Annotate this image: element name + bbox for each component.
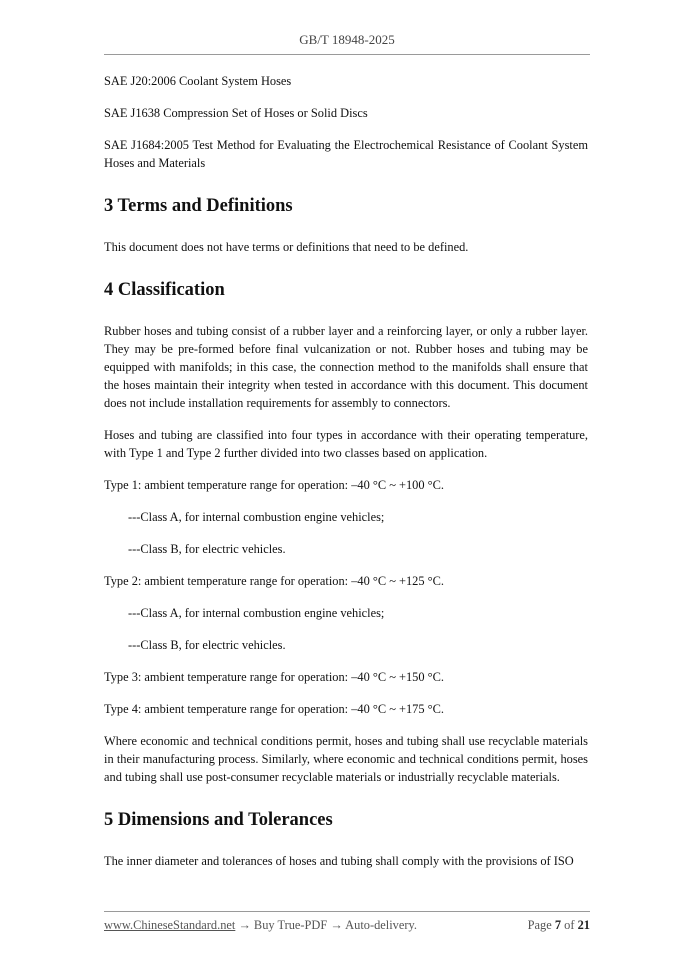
type-1-class-a: ---Class A, for internal combustion engine vehicles; bbox=[128, 510, 385, 524]
footer-divider bbox=[104, 911, 590, 912]
header-divider bbox=[104, 54, 590, 55]
section-heading-4: 4 Classification bbox=[104, 280, 225, 300]
type-3-line: Type 3: ambient temperature range for operation: –40 °C ~ +150 °C. bbox=[104, 670, 444, 684]
type-1-class-b: ---Class B, for electric vehicles. bbox=[128, 542, 286, 556]
type-2-class-b: ---Class B, for electric vehicles. bbox=[128, 638, 286, 652]
section-5-text: The inner diameter and tolerances of hoses and tubing shall comply with the provisions of ISO bbox=[104, 854, 574, 868]
classification-paragraph-3: Where economic and technical conditions permit, hoses and tubing shall use recyclable materials in their manufacturing process. Similarly, where economic and technical conditions permit, hoses and tubing shall use post-consumer recyclable materials or industrially recyclable materials. bbox=[104, 734, 588, 784]
reference-item: SAE J1684:2005 Test Method for Evaluating the Electrochemical Resistance of Coolant System Hoses and Materials bbox=[104, 138, 588, 170]
classification-paragraph-1: Rubber hoses and tubing consist of a rubber layer and a reinforcing layer, or only a rubber layer. They may be pre-formed before final vulcanization or not. Rubber hoses and tubing may be equipped with manifolds; in this case, the connection method to the manifolds shall ensure that the hoses maintain their integrity when tested in accordance with this document. This document does not include installation requirements for assembly to connectors. bbox=[104, 324, 588, 410]
section-3-text: This document does not have terms or definitions that need to be defined. bbox=[104, 240, 469, 254]
classification-paragraph-2: Hoses and tubing are classified into four types in accordance with their operating temperature, with Type 1 and Type 2 further divided into two classes based on application. bbox=[104, 428, 588, 460]
section-heading-5: 5 Dimensions and Tolerances bbox=[104, 810, 333, 830]
reference-item: SAE J1638 Compression Set of Hoses or Solid Discs bbox=[104, 106, 368, 120]
page-indicator bbox=[528, 918, 590, 933]
type-2-class-a: ---Class A, for internal combustion engine vehicles; bbox=[128, 606, 385, 620]
document-body bbox=[104, 72, 588, 884]
type-4-line: Type 4: ambient temperature range for operation: –40 °C ~ +175 °C. bbox=[104, 702, 444, 716]
page-current: 7 bbox=[554, 918, 562, 932]
footer-promo bbox=[104, 918, 417, 933]
page-label: Page bbox=[527, 918, 552, 932]
type-1-line: Type 1: ambient temperature range for operation: –40 °C ~ +100 °C. bbox=[104, 478, 444, 492]
type-2-line: Type 2: ambient temperature range for operation: –40 °C ~ +125 °C. bbox=[104, 574, 444, 588]
page-of: of bbox=[564, 918, 575, 932]
page-footer bbox=[104, 918, 590, 933]
footer-tagline: → Buy True-PDF → Auto-delivery. bbox=[235, 918, 417, 932]
page-header: GB/T 18948-2025 bbox=[299, 32, 395, 47]
section-heading-3: 3 Terms and Definitions bbox=[104, 196, 293, 216]
page-total: 21 bbox=[577, 918, 590, 932]
site-link[interactable]: www.ChineseStandard.net bbox=[104, 918, 236, 932]
reference-item: SAE J20:2006 Coolant System Hoses bbox=[104, 74, 292, 88]
